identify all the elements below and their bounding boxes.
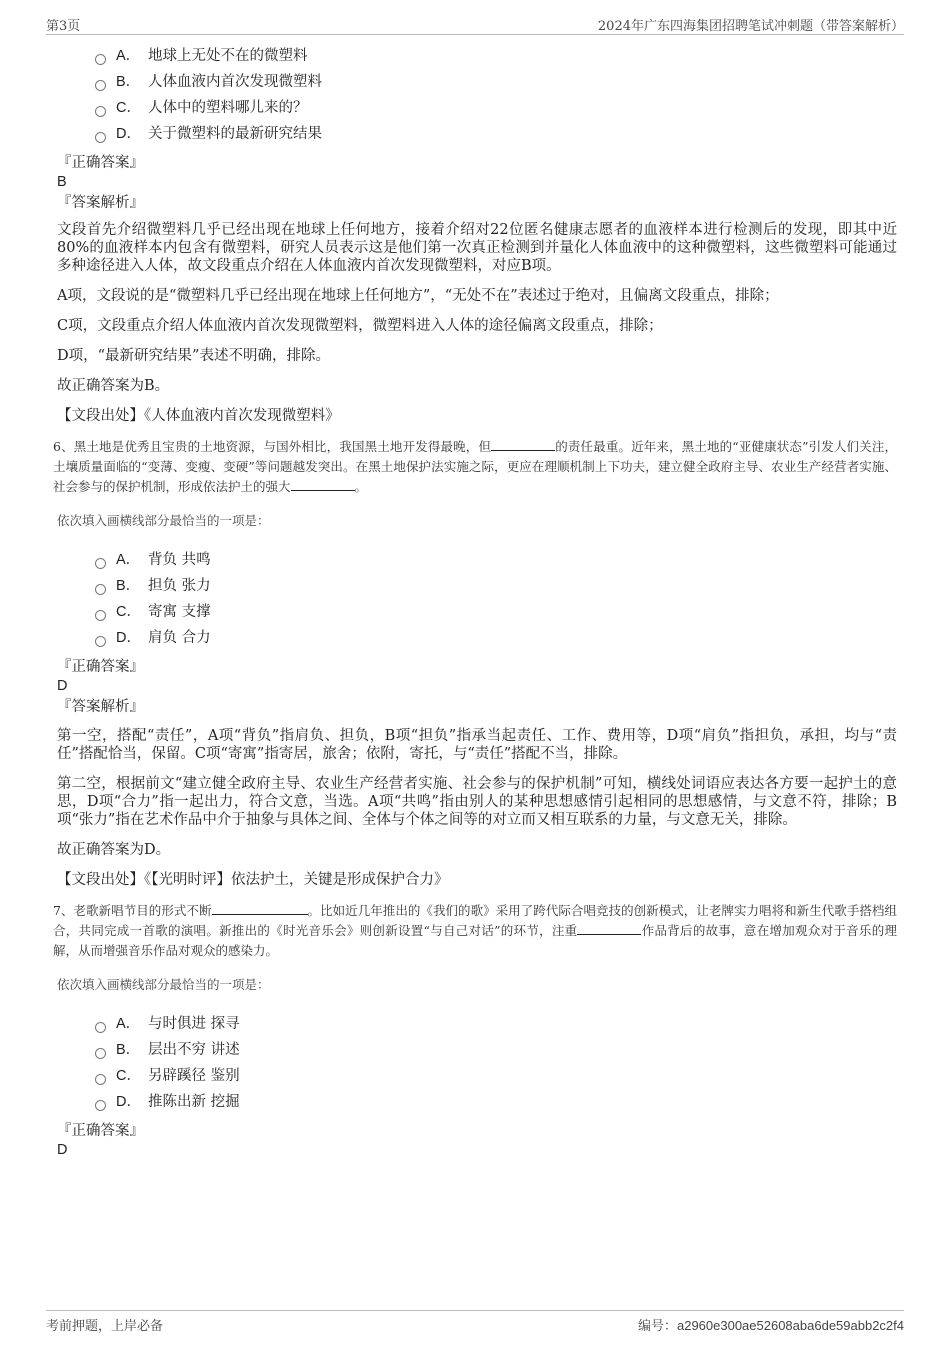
fill-blank — [577, 922, 641, 935]
fill-blank — [291, 478, 355, 491]
q5-option-d[interactable]: D． 关于微塑料的最新研究结果 — [95, 121, 897, 147]
answer-value: D — [57, 678, 68, 694]
answer-value: D — [57, 1142, 68, 1158]
footer-slogan: 考前押题，上岸必备 — [46, 1319, 164, 1334]
q6-options — [95, 547, 897, 651]
fill-blank — [212, 902, 308, 915]
q5-option-c[interactable]: C． 人体中的塑料哪儿来的？ — [95, 95, 897, 121]
q7-option-c[interactable]: C． 另辟蹊径 鉴别 — [95, 1063, 897, 1089]
radio-icon[interactable] — [95, 584, 106, 595]
q7-option-d[interactable]: D． 推陈出新 挖掘 — [95, 1089, 897, 1115]
radio-icon[interactable] — [95, 54, 106, 65]
radio-icon[interactable] — [95, 1074, 106, 1085]
radio-icon[interactable] — [95, 132, 106, 143]
answer-label: 『正确答案』 — [57, 155, 144, 171]
q6-option-b[interactable]: B． 担负 张力 — [95, 573, 897, 599]
source-citation: 【文段出处】《【光明时评】依法护土，关键是形成保护合力》 — [57, 872, 449, 888]
q6-option-a[interactable]: A． 背负 共鸣 — [95, 547, 897, 573]
analysis-paragraph: 第二空，根据前文“建立健全政府主导、农业生产经营者实施、社会参与的保护机制”可知，横线处词语应表达各方要一起护土的意思，D项“合力”指一起出力，符合文意，当选。A项“共鸣”指由别人的某种思想感情引起相同的思想感情，与文意不符，排除；B项“张力”指在艺术作品中介于抽象与具体之间、全体与个体之间等的对立而又相互联系的力量，与文意无关，排除。 — [57, 776, 897, 828]
answer-value: B — [57, 174, 67, 190]
radio-icon[interactable] — [95, 1100, 106, 1111]
analysis-paragraph: C项，文段重点介绍人体血液内首次发现微塑料，微塑料进入人体的途径偏离文段重点，排除； — [57, 318, 663, 334]
analysis-paragraph: D项，“最新研究结果”表述不明确，排除。 — [57, 348, 330, 364]
analysis-paragraph: 文段首先介绍微塑料几乎已经出现在地球上任何地方，接着介绍对22位匿名健康志愿者的血液样本进行检测后的发现，即其中近80%的血液样本内包含有微塑料，研究人员表示这是他们第一次真正检测到并量化人体血液中的这种微塑料，这些微塑料可能通过多种途径进入人体，故文段重点介绍在人体血液内首次发现微塑料，对应B项。 — [57, 222, 897, 274]
document-title: 2024年广东四海集团招聘笔试冲刺题（带答案解析） — [597, 19, 904, 34]
analysis-conclusion: 故正确答案为B。 — [57, 378, 170, 394]
page-header — [46, 12, 904, 35]
fill-blank — [491, 438, 555, 451]
analysis-paragraph: 第一空，搭配“责任”，A项“背负”指肩负、担负，B项“担负”指承当起责任、工作、费用等，D项“肩负”指担负，承担，均与“责任”搭配恰当，保留。C项“寄寓”指寄居，旅舍；依附，寄托，与“责任”搭配不当，排除。 — [57, 728, 897, 762]
radio-icon[interactable] — [95, 558, 106, 569]
q5-option-b[interactable]: B． 人体血液内首次发现微塑料 — [95, 69, 897, 95]
page-number: 第3页 — [46, 19, 81, 34]
q7-option-a[interactable]: A． 与时俱进 探寻 — [95, 1011, 897, 1037]
q5-option-a[interactable]: A． 地球上无处不在的微塑料 — [95, 43, 897, 69]
q6-option-d[interactable]: D． 肩负 合力 — [95, 625, 897, 651]
page-footer — [46, 1310, 904, 1335]
radio-icon[interactable] — [95, 1048, 106, 1059]
radio-icon[interactable] — [95, 80, 106, 91]
question-prompt: 依次填入画横线部分最恰当的一项是： — [57, 977, 270, 992]
answer-label: 『正确答案』 — [57, 1123, 144, 1139]
q7-option-b[interactable]: B． 层出不穷 讲述 — [95, 1037, 897, 1063]
answer-label: 『正确答案』 — [57, 659, 144, 675]
analysis-label: 『答案解析』 — [57, 195, 144, 211]
q5-options — [95, 43, 897, 147]
document-body — [53, 42, 897, 1161]
question-prompt: 依次填入画横线部分最恰当的一项是： — [57, 513, 270, 528]
q6-option-c[interactable]: C． 寄寓 支撑 — [95, 599, 897, 625]
document-id: 编号：a2960e300ae52608aba6de59abb2c2f4 — [637, 1318, 904, 1333]
radio-icon[interactable] — [95, 106, 106, 117]
radio-icon[interactable] — [95, 610, 106, 621]
analysis-label: 『答案解析』 — [57, 699, 144, 715]
question-stem: 7、老歌新唱节目的形式不断 。比如近几年推出的《我们的歌》采用了跨代际合唱竞技的创新模式，让老牌实力唱将和新生代歌手搭档组合，共同完成一首歌的演唱。新推出的《时光音乐会》则创新设置“与自己对话”的环节，注重 作品背后的故事，意在增加观众对于音乐的理解，从而增强音乐作品对观众的感染力。 — [53, 903, 897, 958]
radio-icon[interactable] — [95, 1022, 106, 1033]
analysis-paragraph: A项，文段说的是“微塑料几乎已经出现在地球上任何地方”，“无处不在”表述过于绝对，且偏离文段重点，排除； — [57, 288, 779, 304]
question-stem: 6、黑土地是优秀且宝贵的土地资源，与国外相比，我国黑土地开发得最晚，但 的责任最重。近年来，黑土地的“亚健康状态”引发人们关注，土壤质量面临的“变薄、变瘦、变硬”等问题越发突出。在黑土地保护法实施之际，更应在理顺机制上下功夫，建立健全政府主导、农业生产经营者实施、社会参与的保护机制，形成依法护土的强大 。 — [53, 439, 897, 494]
q7-options — [95, 1011, 897, 1115]
analysis-conclusion: 故正确答案为D。 — [57, 842, 171, 858]
radio-icon[interactable] — [95, 636, 106, 647]
source-citation: 【文段出处】《人体血液内首次发现微塑料》 — [57, 408, 340, 424]
